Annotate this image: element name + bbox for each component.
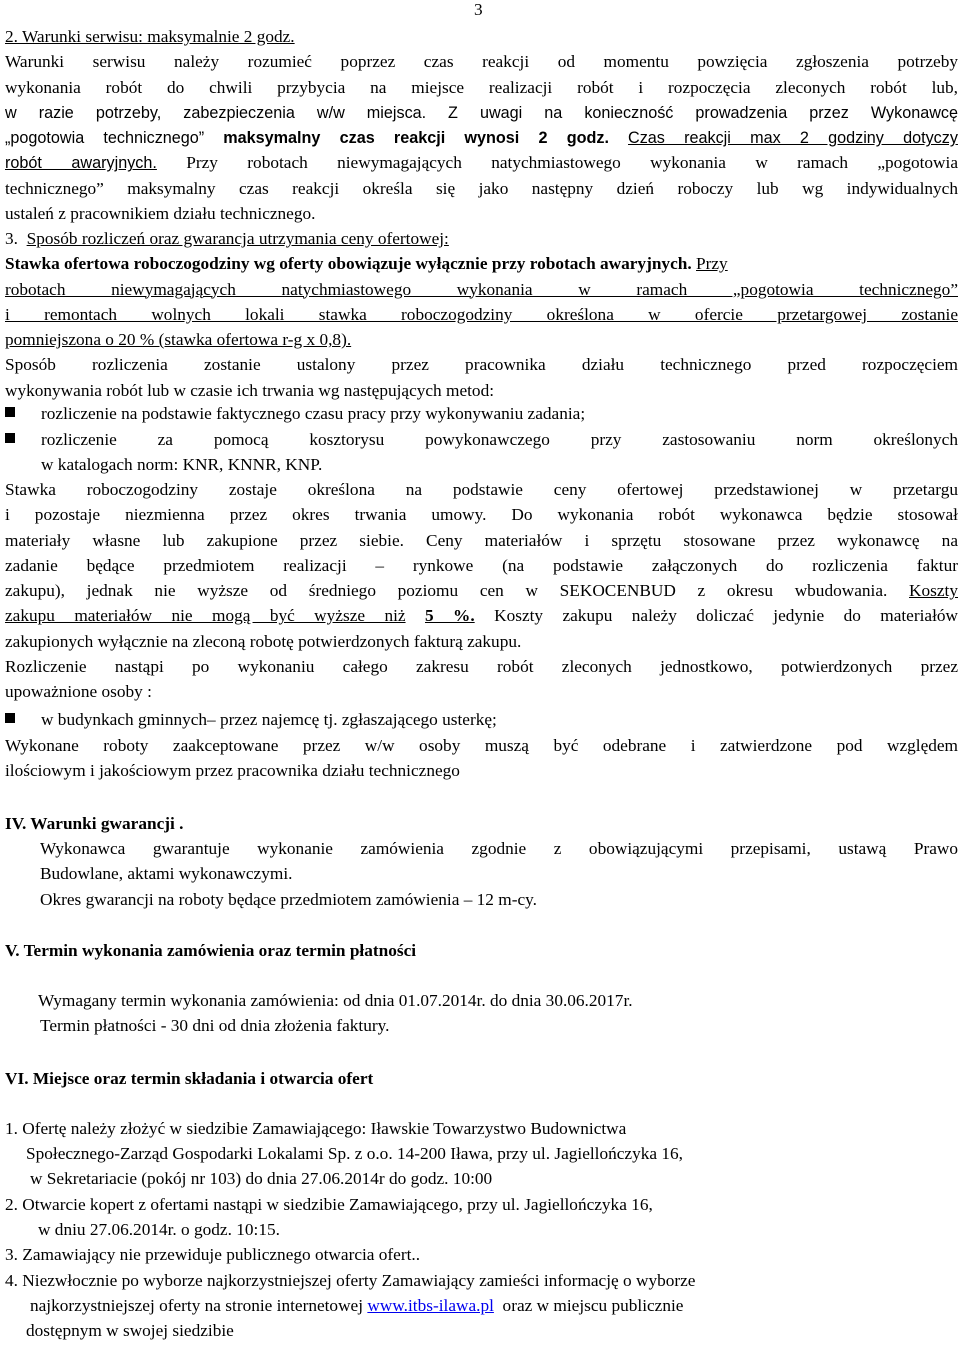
section-6-item-1-line-3: w Sekretariacie (pokój nr 103) do dnia 27.06.2014r do godz. 10:00 [30,1169,493,1188]
rate-paragraph-line-1: Stawka roboczogodziny zostaje określona na podstawie ceny ofertowej przedstawionej w przetargu [5,480,958,499]
section-5-heading: V. Termin wykonania zamówienia oraz termin płatności [5,941,417,960]
section-4-body [40,836,958,912]
section-3 [5,226,958,403]
section-6-item-4-line-3: dostępnym w swojej siedzibie [26,1321,234,1340]
rate-paragraph-line-7: zakupionych wyłącznie na zleconą robotę potwierdzonych fakturą zakupu. [5,631,522,651]
section-3-underlined-line-3: i remontach wolnych lokali stawka roboczogodziny określona w ofercie przetargowej zostanie [5,304,958,324]
section-2-line-4: „pogotowia technicznego” maksymalny czas reakcji wynosi 2 godz. Czas reakcji max 2 godziny dotyczy [5,129,958,148]
section-2-line-7: ustaleń z pracownikiem działu technicznego. [5,204,316,224]
bullet-3-text: w budynkach gminnych– przez najemcę tj. zgłaszającego usterkę; [41,710,497,729]
section-2-heading: 2. Warunki serwisu: maksymalnie 2 godz. [5,27,295,46]
section-2-line-2: wykonania robót do chwili przybycia na miejsce realizacji robót i rozpoczęcia zleconych robót lub, [5,77,958,97]
bullet-1-marker [5,407,15,417]
section-2-line-5: robót awaryjnych. Przy robotach niewymagających natychmiastowego wykonania w ramach „pogotowia [5,153,958,173]
section-4-heading: IV. Warunki gwarancji . [5,814,184,833]
bullet-2-text-line-2: w katalogach norm: KNR, KNNR, KNP. [41,455,323,474]
section-3-underlined-line-2: robotach niewymagających natychmiastowego wykonania w ramach „pogotowia technicznego” [5,279,958,299]
section-3-rate-line: Stawka ofertowa roboczogodziny wg oferty obowiązuje wyłącznie przy robotach awaryjnych. Przy [5,254,728,274]
section-2-line-3: w razie potrzeby, zabezpieczenia w/w miejsca. Z uwagi na konieczność prowadzenia przez Wykonawcę [5,103,958,122]
bullet-2-text-line-1: rozliczenie za pomocą kosztorysu powykonawczego przy zastosowaniu norm określonych [41,430,958,449]
section-6-item-2-line-2: w dniu 27.06.2014r. o godz. 10:15. [38,1220,280,1239]
bullet-1-text: rozliczenie na podstawie faktycznego czasu pracy przy wykonywaniu zadania; [41,404,586,423]
section-6-item-1-line-1: 1. Ofertę należy złożyć w siedzibie Zamawiającego: Iławskie Towarzystwo Budownictwa [5,1119,627,1138]
section-3-method-line-2: wykonywania robót lub w czasie ich trwania wg następujących metod: [5,380,495,400]
section-6-item-2-line-1: 2. Otwarcie kopert z ofertami nastąpi w siedzibie Zamawiającego, przy ul. Jagiellończyka 16, [5,1195,653,1214]
rate-paragraph-line-2: i pozostaje niezmienna przez okres trwania umowy. Do wykonania robót wykonawca będzie stosował [5,505,958,525]
section-4-line-3: Okres gwarancji na roboty będące przedmiotem zamówienia – 12 m-cy. [40,889,537,909]
section-3-method-line-1: Sposób rozliczenia zostanie ustalony przez pracownika działu technicznego przed rozpoczęciem [5,355,958,375]
section-5-line-1: Wymagany termin wykonania zamówienia: od dnia 01.07.2014r. do dnia 30.06.2017r. [38,991,633,1010]
rate-paragraph-line-6: zakupu materiałów nie mogą być wyższe niż 5 %. Koszty zakupu należy doliczać jedynie do materiałów [5,606,959,626]
section-6-item-4-line-1: 4. Niezwłocznie po wyborze najkorzystniejszej oferty Zamawiający zamieści informację o wyborze [5,1271,696,1290]
acceptance-line-2: ilościowym i jakościowym przez pracownika działu technicznego [5,761,460,781]
section-2 [5,24,958,226]
bullet-3-marker [5,713,15,723]
acceptance-line-1: Wykonane roboty zaakceptowane przez w/w osoby muszą być odebrane i zatwierdzone pod względem [5,736,958,755]
section-2-line-6: technicznego” maksymalny czas reakcji określa się jako następny dzień roboczy lub wg indywidualnych [5,178,958,198]
section-6-item-1-line-2: Społecznego-Zarząd Gospodarki Lokalami Sp. z o.o. 14-200 Iława, przy ul. Jagiellończyka 16, [26,1144,683,1163]
section-3-heading: 3. Sposób rozliczeń oraz gwarancja utrzymania ceny ofertowej: [5,229,449,248]
settlement-line-1: Rozliczenie nastąpi po wykonaniu całego zakresu robót zleconych jednostkowo, potwierdzonych przez [5,657,958,677]
section-3-underlined-line-4: pomniejszona o 20 % (stawka ofertowa r-g x 0,8). [5,330,352,350]
settlement-line-2: upoważnione osoby : [5,682,152,702]
rate-paragraph-line-4: zadanie będące przedmiotem realizacji – rynkowe (na podstawie załączonych do rozliczenia faktur [5,555,958,575]
bullet-2-marker [5,433,15,443]
section-4-line-1: Wykonawca gwarantuje wykonanie zamówienia zgodnie z obowiązującymi przepisami, ustawą Prawo [40,839,958,858]
section-3-rate-paragraph [5,477,958,705]
rate-paragraph-line-3: materiały własne lub zakupione przez siebie. Ceny materiałów i sprzętu stosowane przez wykonawcę na [5,530,958,550]
section-3-acceptance [5,733,958,784]
section-4-line-2: Budowlane, aktami wykonawczymi. [40,864,293,884]
section-6-item-3: 3. Zamawiający nie przewiduje publicznego otwarcia ofert.. [5,1245,421,1264]
section-6-heading: VI. Miejsce oraz termin składania i otwarcia ofert [5,1069,374,1088]
rate-paragraph-line-5: zakupu), jednak nie wyższe od średniego poziomu cen w SEKOCENBUD z okresu wbudowania. Koszty [5,581,958,601]
website-link[interactable]: www.itbs-ilawa.pl [367,1296,494,1315]
section-2-line-1: Warunki serwisu należy rozumieć poprzez czas reakcji od momentu powzięcia zgłoszenia potrzeby [5,52,958,72]
page-number: 3 [474,0,483,19]
section-5-line-2: Termin płatności - 30 dni od dnia złożenia faktury. [40,1016,390,1035]
section-6-item-4-line-2: najkorzystniejszej oferty na stronie internetowej www.itbs-ilawa.pl oraz w miejscu publicznie [30,1296,684,1315]
